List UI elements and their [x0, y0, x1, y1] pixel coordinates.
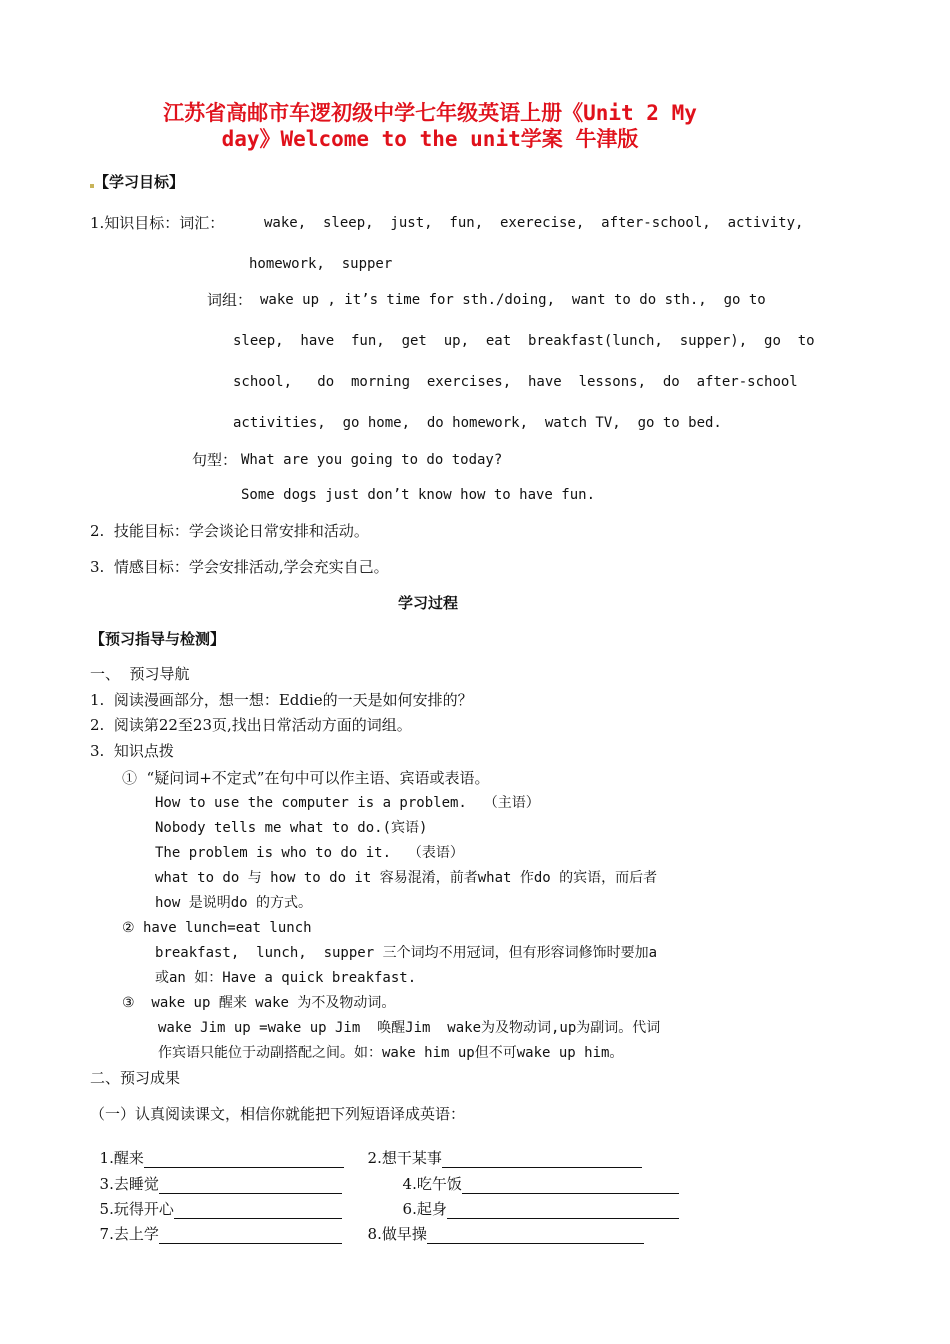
- point-1-head: ① “疑问词+不定式”在句中可以作主语、宾语或表语。: [122, 769, 490, 787]
- fill-item-label: 4.吃午饭: [402, 1175, 462, 1193]
- goal-1-words: wake, sleep, just, fun, exerecise, after-school, activity,: [264, 215, 804, 231]
- sentence-2: Some dogs just don’t know how to have fun.: [241, 487, 596, 503]
- goal-2: 2. 技能目标：学会谈论日常安排和活动。: [90, 522, 369, 540]
- fill-item-label: 7.去上学: [99, 1225, 159, 1243]
- phrases-line-4: activities, go home, do homework, watch TV, go to bed.: [233, 415, 722, 431]
- fill-item-label: 2.想干某事: [367, 1149, 442, 1167]
- sentence-1: What are you going to do today?: [241, 452, 503, 468]
- point-3-note-2: 作宾语只能位于动副搭配之间。如：wake him up但不可wake up him。: [158, 1045, 624, 1061]
- nav-item-3: 3. 知识点拨: [90, 742, 174, 760]
- phrases-line-2: sleep, have fun, get up, eat breakfast(lunch, supper), go to: [233, 333, 815, 349]
- fill-item-label: 1.醒来: [99, 1149, 144, 1167]
- point-1-note-2: how 是说明do 的方式。: [155, 895, 313, 911]
- point-3-head: ③ wake up 醒来 wake 为不及物动词。: [122, 995, 396, 1011]
- goal-1-words-cont: homework, supper: [249, 256, 393, 272]
- document-title: [90, 100, 770, 152]
- point-2-note-1: breakfast, lunch, supper 三个词均不用冠词，但有形容词修饰时要加a: [155, 945, 658, 961]
- answer-blank[interactable]: [427, 1229, 644, 1244]
- nav-heading: 一、 预习导航: [90, 665, 190, 683]
- process-heading: 学习过程: [398, 594, 459, 612]
- preview-heading: 【预习指导与检测】: [90, 630, 226, 648]
- goals-heading: 【学习目标】: [94, 173, 185, 191]
- nav-item-2: 2. 阅读第22至23页,找出日常活动方面的词组。: [90, 716, 412, 734]
- title-line-2: day》Welcome to the unit学案 牛津版: [221, 127, 639, 151]
- point-1-example-1: How to use the computer is a problem. （主语）: [155, 795, 540, 811]
- fill-item-7: [90, 1204, 342, 1244]
- results-heading: 二、预习成果: [90, 1069, 181, 1087]
- fill-item-label: 5.玩得开心: [99, 1200, 174, 1218]
- point-2-head: ② have lunch=eat lunch: [122, 920, 312, 936]
- point-3-note-1: wake Jim up =wake up Jim 唤醒Jim wake为及物动词,up为副词。代词: [158, 1020, 661, 1036]
- phrases-line-1: wake up , it’s time for sth./doing, want to do sth., go to: [260, 292, 766, 308]
- point-2-note-2: 或an 如：Have a quick breakfast.: [155, 970, 417, 986]
- title-line-1: 江苏省高邮市车逻初级中学七年级英语上册《Unit 2 My: [163, 101, 697, 125]
- point-1-note-1: what to do 与 how to do it 容易混淆，前者what 作do 的宾语，而后者: [155, 870, 658, 886]
- phrases-line-3: school, do morning exercises, have lessons, do after-school: [233, 374, 798, 390]
- sentence-label: 句型：: [192, 451, 238, 469]
- fill-item-8: [358, 1204, 644, 1244]
- answer-blank[interactable]: [159, 1229, 342, 1244]
- fill-item-label: 8.做早操: [367, 1225, 427, 1243]
- phrases-label: 词组：: [207, 291, 253, 309]
- point-1-example-2: Nobody tells me what to do.(宾语): [155, 820, 428, 836]
- results-subheading: （一）认真阅读课文，相信你就能把下列短语译成英语：: [90, 1105, 466, 1123]
- goal-3: 3. 情感目标：学会安排活动,学会充实自己。: [90, 558, 389, 576]
- fill-item-label: 6.起身: [402, 1200, 447, 1218]
- goal-1-label: 1.知识目标：词汇：: [90, 214, 225, 232]
- nav-item-1: 1. 阅读漫画部分，想一想：Eddie的一天是如何安排的？: [90, 691, 473, 709]
- point-1-example-3: The problem is who to do it. （表语）: [155, 845, 464, 861]
- fill-item-label: 3.去睡觉: [99, 1175, 159, 1193]
